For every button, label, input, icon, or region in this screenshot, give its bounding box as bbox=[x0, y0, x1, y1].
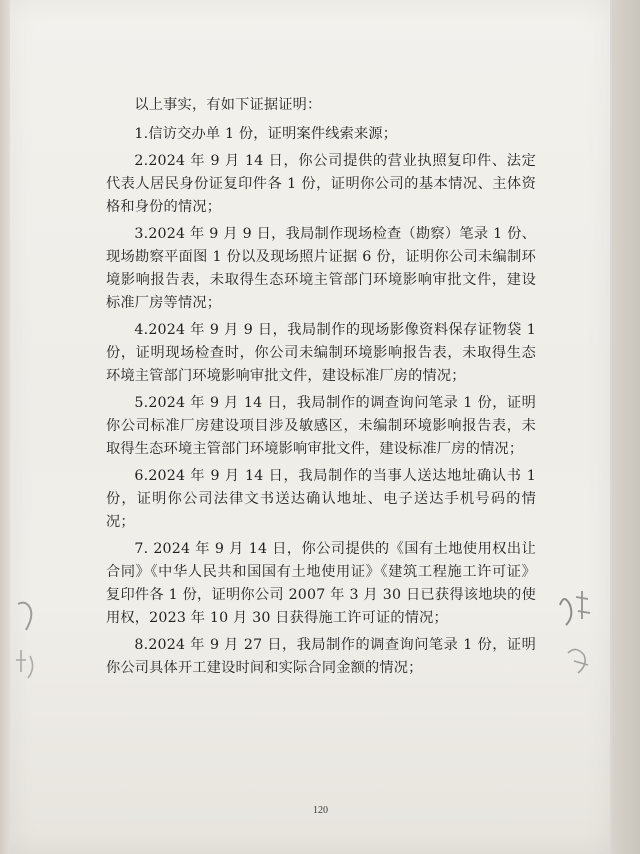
paragraph-evidence-8: 8.2024 年 9 月 27 日，我局制作的调查询问笔录 1 份，证明你公司具体开工建设时间和实际合同金额的情况； bbox=[106, 637, 536, 676]
paragraph-evidence-7: 7. 2024 年 9 月 14 日，你公司提供的《国有土地使用权出让合同》《中华人民共和国国有土地使用证》《建筑工程施工许可证》复印件各 1 份，证明你公司 2007 年 3 月 30 日已获得该地块的使用权，2023 年 10 月 30 日获得施工许可证的情况； bbox=[106, 541, 536, 626]
page-number: 120 bbox=[313, 805, 328, 816]
paragraph-evidence-6: 6.2024 年 9 月 14 日，我局制作的当事人送达地址确认书 1 份，证明你公司法律文书送达确认地址、电子送达手机号码的情况； bbox=[106, 468, 536, 530]
right-page-edge bbox=[612, 0, 640, 854]
paragraph-evidence-2: 2.2024 年 9 月 14 日，你公司提供的营业执照复印件、法定代表人居民身份证复印件各 1 份，证明你公司的基本情况、主体资格和身份的情况； bbox=[106, 153, 536, 215]
bleed-through-mark-right bbox=[554, 585, 604, 705]
document-body bbox=[106, 94, 536, 684]
paragraph-evidence-4: 4.2024 年 9 月 9 日，我局制作的现场影像资料保存证物袋 1 份，证明现场检查时，你公司未编制环境影响报告表，未取得生态环境主管部门环境影响审批文件，建设标准厂房的情况； bbox=[106, 322, 536, 384]
paragraph-intro: 以上事实，有如下证据证明： bbox=[134, 97, 322, 113]
paragraph-evidence-3: 3.2024 年 9 月 9 日，我局制作现场检查（勘察）笔录 1 份、现场勘察平面图 1 份以及现场照片证据 6 份，证明你公司未编制环境影响报告表，未取得生态环境主管部门环境影响审批文件，建设标准厂房等情况； bbox=[106, 226, 536, 311]
paragraph-evidence-5: 5.2024 年 9 月 14 日，我局制作的调查询问笔录 1 份，证明你公司标准厂房建设项目涉及敏感区，未编制环境影响报告表，未取得生态环境主管部门环境影响审批文件，建设标准厂房的情况； bbox=[106, 395, 536, 457]
bleed-through-mark-left bbox=[12, 590, 52, 710]
paragraph-evidence-1: 1.信访交办单 1 份，证明案件线索来源； bbox=[134, 126, 398, 142]
